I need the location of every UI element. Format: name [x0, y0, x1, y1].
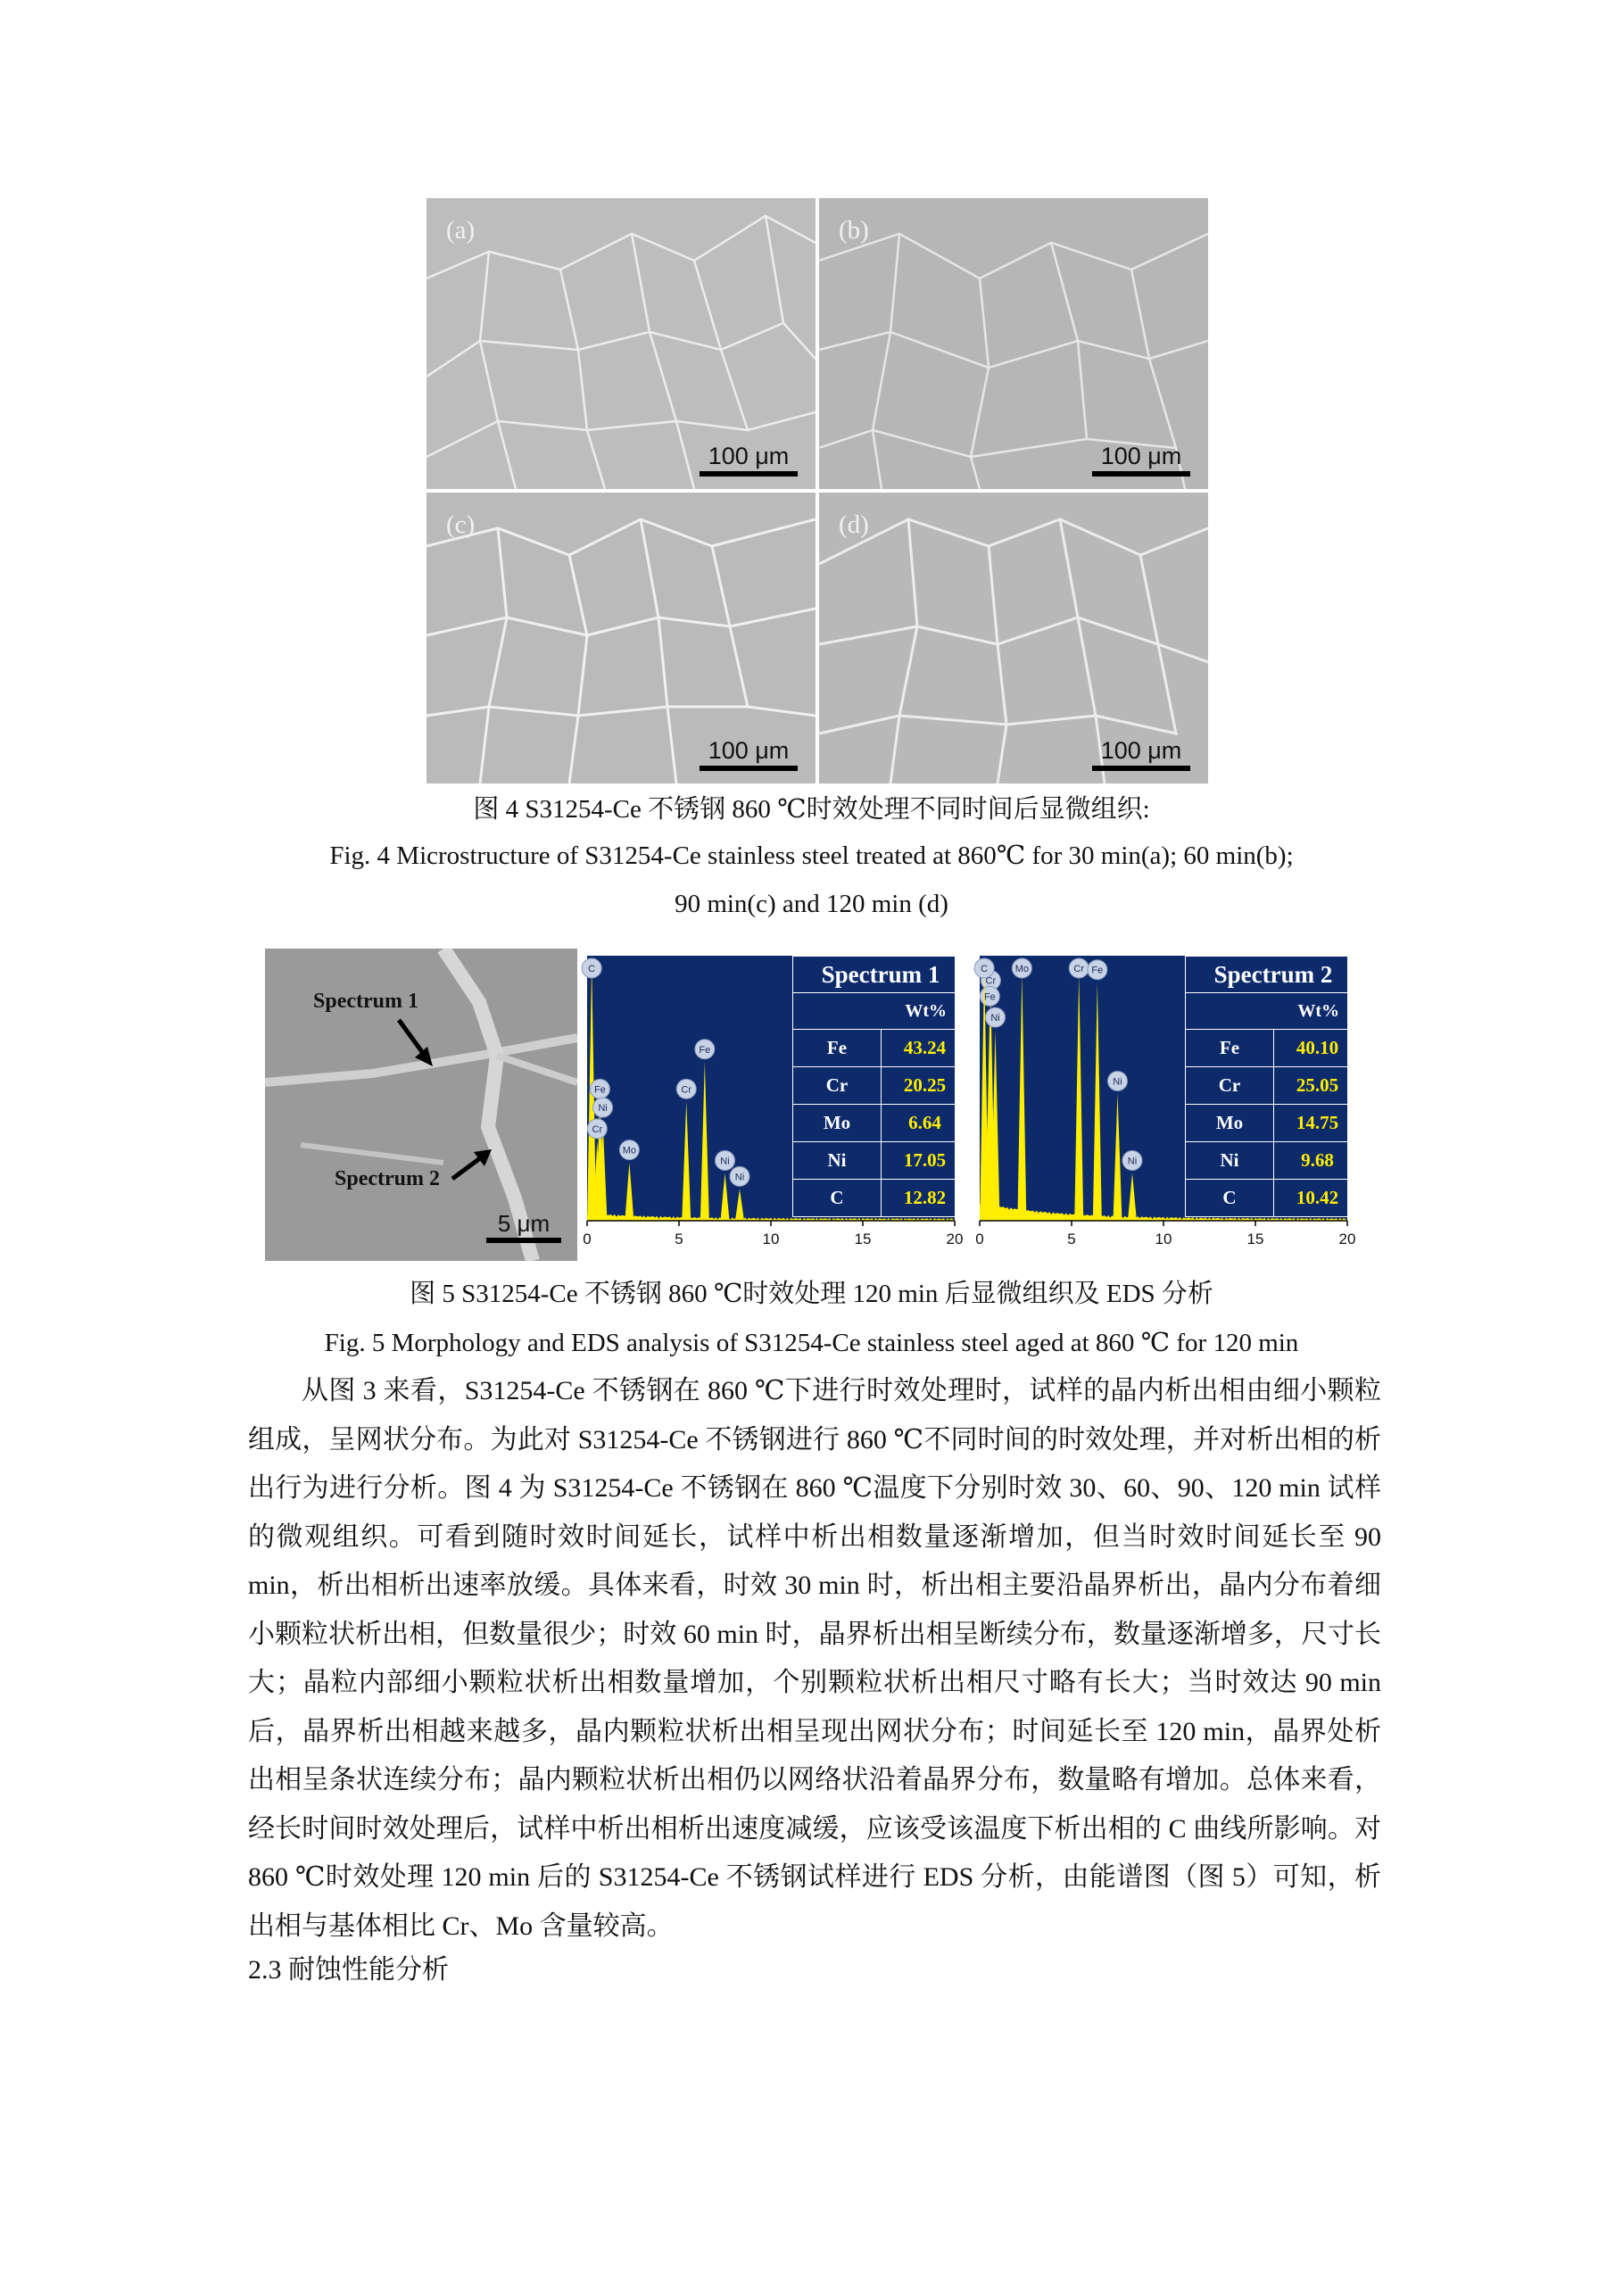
axis-tick-label: 0	[975, 1231, 984, 1247]
micrograph-panel-c	[426, 493, 816, 783]
element-cell: Mo	[793, 1105, 882, 1141]
table-row	[793, 1067, 968, 1105]
eds-spectrum-1	[580, 949, 967, 1261]
axis-tick-label: 20	[946, 1231, 964, 1247]
value-cell: 10.42	[1296, 1187, 1339, 1208]
peak-label: Cr	[681, 1084, 692, 1096]
table-row	[1186, 1180, 1361, 1216]
element-cell: Ni	[1186, 1142, 1274, 1179]
figure-4-caption-cn: 图 4 S31254-Ce 不锈钢 860 ℃时效处理不同时间后显微组织:	[473, 795, 1150, 824]
scale-bar-label: 5 μm	[497, 1210, 551, 1237]
figure-4	[426, 198, 1208, 783]
axis-tick-label: 5	[675, 1231, 683, 1247]
element-cell: Cr	[793, 1067, 882, 1104]
figure-5-sem-image	[265, 949, 577, 1261]
peak-label: Cr	[985, 975, 997, 987]
figure-4-caption-en: Fig. 4 Microstructure of S31254-Ce stainless steel treated at 860℃ for 30 min(a); 60 min(b);	[329, 841, 1294, 870]
spectrum-2-label: Spectrum 2	[335, 1167, 440, 1190]
micrograph-panel-a	[426, 198, 816, 489]
table-row	[1186, 1142, 1361, 1180]
axis-tick-label: 10	[762, 1231, 780, 1247]
panel-label: (c)	[446, 510, 476, 539]
figure-4-caption-en-cont: 90 min(c) and 120 min (d)	[675, 890, 948, 918]
peak-label: Ni	[1127, 1156, 1138, 1167]
peak-label: Cr	[592, 1123, 603, 1135]
table-row	[793, 1105, 968, 1142]
table-row	[1186, 1105, 1361, 1142]
scale-bar	[700, 737, 798, 771]
peak-label: Ni	[734, 1172, 745, 1183]
peak-label: Ni	[720, 1156, 730, 1167]
table-row	[793, 1142, 968, 1180]
peak-label: Fe	[1091, 965, 1104, 976]
element-cell: C	[1186, 1180, 1274, 1216]
scale-bar-line	[1092, 471, 1190, 477]
value-cell: 17.05	[903, 1149, 947, 1171]
scale-bar	[486, 1210, 561, 1243]
table-unit: Wt%	[793, 993, 968, 1030]
scale-bar-line	[700, 766, 798, 771]
scale-bar-label: 100 μm	[1100, 443, 1182, 469]
body-paragraph: 从图 3 来看，S31254-Ce 不锈钢在 860 ℃下进行时效处理时，试样的晶内析出相由细小颗粒组成，呈网状分布。为此对 S31254-Ce 不锈钢进行 860 ℃不同时间的时效处理，并对析出相的析出行为进行分析。图 4 为 S31254-Ce 不锈钢在 860 ℃温度下分别时效 30、60、90、120 min 试样的微观组织。可看到随时效时间延长，试样中析出相数量逐渐增加，但当时效时间延长至 90 min，析出相析出速率放缓。具体来看，时效 30 min 时，析出相主要沿晶界析出，晶内分布着细小颗粒状析出相，但数量很少；时效 60 min 时，晶界析出相呈断续分布，数量逐渐增多，尺寸长大；晶粒内部细小颗粒状析出相数量增加，个别颗粒状析出相尺寸略有长大；当时效达 90 min 后，晶界析出相越来越多，晶内颗粒状析出相呈现出网状分布；时间延长至 120 min，晶界处析出相呈条状连续分布；晶内颗粒状析出相仍以网络状沿着晶界分布，数量略有增加。总体来看，经长时间时效处理后，试样中析出相析出速度减缓，应该受该温度下析出相的 C 曲线所影响。对 860 ℃时效处理 120 min 后的 S31254-Ce 不锈钢试样进行 EDS 分析，由能谱图（图 5）可知，析出相与基体相比 Cr、Mo 含量较高。	[248, 1376, 1381, 1941]
value-cell: 20.25	[903, 1074, 947, 1096]
table-row	[793, 1180, 968, 1216]
axis-tick-label: 15	[854, 1231, 872, 1247]
peak-label: Fe	[593, 1084, 606, 1096]
axis-tick-label: 0	[583, 1231, 592, 1247]
element-cell: Cr	[1186, 1067, 1274, 1104]
peak-label: C	[981, 964, 989, 974]
value-cell: 9.68	[1301, 1149, 1334, 1171]
eds-composition-table	[792, 956, 969, 1217]
peak-label: Ni	[990, 1013, 1000, 1024]
table-title: Spectrum 1	[793, 957, 968, 993]
axis-tick-label: 20	[1338, 1231, 1356, 1247]
value-cell: 40.10	[1296, 1037, 1339, 1058]
table-row	[793, 1030, 968, 1067]
peak-label: Ni	[1113, 1076, 1122, 1088]
table-row	[1186, 1030, 1361, 1067]
value-cell: 12.82	[903, 1187, 947, 1208]
panel-label: (a)	[446, 216, 476, 245]
table-title: Spectrum 2	[1186, 957, 1361, 993]
scale-bar-line	[700, 471, 798, 477]
scale-bar	[1092, 443, 1190, 477]
peak-label: Fe	[699, 1044, 711, 1056]
table-unit: Wt%	[1186, 993, 1361, 1030]
body-text	[248, 1367, 1381, 1951]
scale-bar	[1092, 737, 1190, 771]
element-cell: Fe	[793, 1030, 882, 1066]
scale-bar-label: 100 μm	[708, 443, 790, 469]
axis-tick-label: 10	[1155, 1231, 1172, 1247]
figure-5-caption-en: Fig. 5 Morphology and EDS analysis of S31254-Ce stainless steel aged at 860 ℃ for 120 min	[324, 1329, 1299, 1357]
panel-label: (b)	[839, 216, 869, 245]
scale-bar-label: 100 μm	[1100, 737, 1182, 764]
peak-label: C	[588, 964, 596, 974]
spectrum-1-label: Spectrum 1	[313, 990, 418, 1013]
value-cell: 25.05	[1296, 1074, 1339, 1096]
eds-composition-table	[1185, 956, 1362, 1217]
eds-spectrum-2	[973, 949, 1360, 1261]
peak-label: Mo	[622, 1145, 637, 1156]
peak-label: Fe	[983, 991, 996, 1003]
section-heading: 2.3 耐蚀性能分析	[248, 1955, 449, 1985]
element-cell: Mo	[1186, 1105, 1274, 1141]
micrograph-panel-b	[819, 198, 1208, 489]
element-cell: Fe	[1186, 1030, 1274, 1066]
figure-5-caption-cn: 图 5 S31254-Ce 不锈钢 860 ℃时效处理 120 min 后显微组织及 EDS 分析	[410, 1280, 1213, 1308]
axis-tick-label: 15	[1246, 1231, 1264, 1247]
peak-label: Mo	[1014, 964, 1030, 974]
peak-label: Ni	[598, 1103, 608, 1115]
micrograph-panel-d	[819, 493, 1208, 783]
panel-label: (d)	[839, 510, 869, 539]
peak-label: Cr	[1073, 964, 1085, 974]
axis-tick-label: 5	[1067, 1231, 1076, 1247]
scale-bar-line	[486, 1238, 561, 1243]
element-cell: C	[793, 1180, 882, 1216]
scale-bar	[700, 443, 798, 477]
element-cell: Ni	[793, 1142, 882, 1179]
scale-bar-line	[1092, 766, 1190, 771]
value-cell: 6.64	[908, 1112, 941, 1133]
scale-bar-label: 100 μm	[708, 737, 790, 764]
value-cell: 43.24	[903, 1037, 947, 1058]
table-row	[1186, 1067, 1361, 1105]
value-cell: 14.75	[1296, 1112, 1339, 1133]
